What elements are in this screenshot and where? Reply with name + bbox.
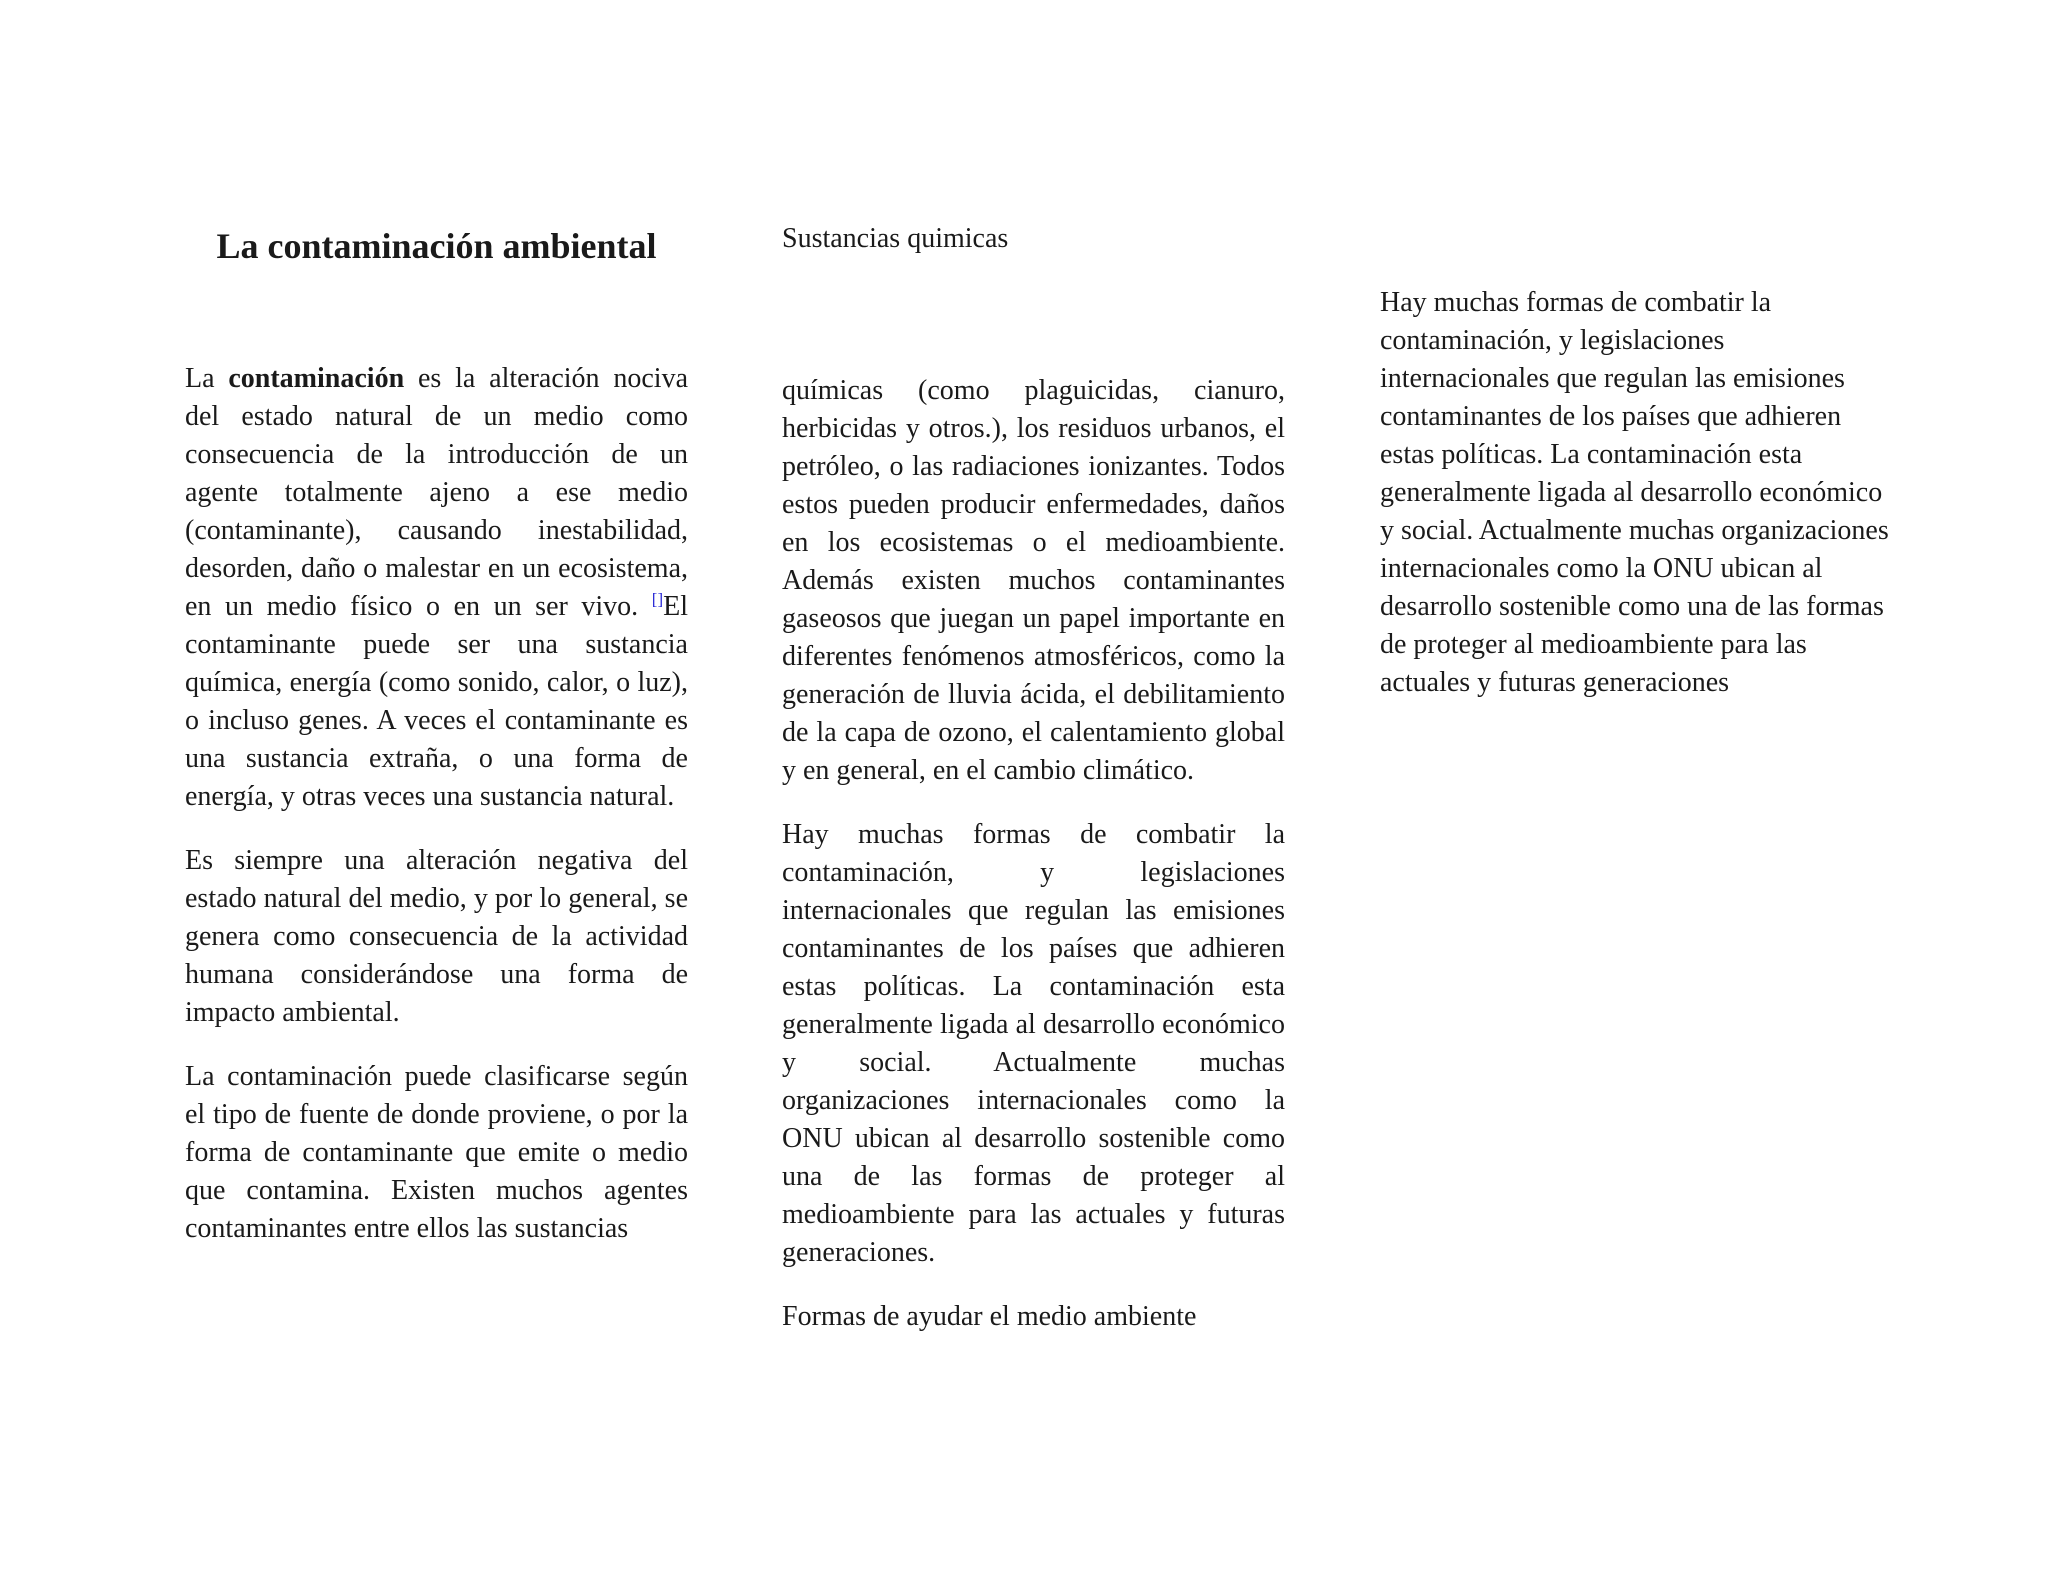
column-1	[185, 224, 688, 1274]
column-2	[782, 220, 1285, 1362]
paragraph-classification: La contaminación puede clasificarse según el tipo de fuente de donde proviene, o por la forma de contaminante que emite o medio que contamina. Existen muchos agentes contaminantes entre ellos las sustancias	[185, 1061, 688, 1244]
section-heading-substances: Sustancias quimicas	[782, 223, 1009, 254]
paragraph-alteration: Es siempre una alteración negativa del estado natural del medio, y por lo general, se genera como consecuencia de la actividad humana considerándose una forma de impacto ambiental.	[185, 845, 688, 1028]
p1-end-text: El contaminante puede ser una sustancia química, energía (como sonido, calor, o luz), o incluso genes. A veces el contaminante es una sustancia extraña, o una forma de energía, y otras veces una sustancia natural.	[185, 591, 688, 812]
paragraph-definition	[185, 360, 688, 816]
title-spacer	[185, 268, 688, 360]
bold-term: contaminación	[228, 363, 405, 394]
footnote-link[interactable]: []	[651, 589, 664, 609]
paragraph-ways-to-help: Formas de ayudar el medio ambiente	[782, 1301, 1197, 1332]
heading-spacer	[782, 258, 1285, 372]
paragraph-combat-repeat: Hay muchas formas de combatir la contaminación, y legislaciones internacionales que regulan las emisiones contaminantes de los países que adhieren estas políticas. La contaminación esta generalmente ligada al desarrollo económico y social. Actualmente muchas organizaciones internacionales como la ONU ubican al desarrollo sostenible como una de las formas de proteger al medioambiente para las actuales y futuras generaciones	[1380, 287, 1889, 698]
document-title: La contaminación ambiental	[216, 226, 657, 266]
paragraph-chemicals: químicas (como plaguicidas, cianuro, herbicidas y otros.), los residuos urbanos, el petróleo, o las radiaciones ionizantes. Todos estos pueden producir enfermedades, daños en los ecosistemas o el medioambiente. Además existen muchos contaminantes gaseosos que juegan un papel importante en diferentes fenómenos atmosféricos, como la generación de lluvia ácida, el debilitamiento de la capa de ozono, el calentamiento global y en general, en el cambio climático.	[782, 375, 1285, 786]
paragraph-combat: Hay muchas formas de combatir la contaminación, y legislaciones internacionales que regulan las emisiones contaminantes de los países que adhieren estas políticas. La contaminación esta generalmente ligada al desarrollo económico y social. Actualmente muchas organizaciones internacionales como la ONU ubican al desarrollo sostenible como una de las formas de proteger al medioambiente para las actuales y futuras generaciones.	[782, 819, 1285, 1268]
column-3	[1380, 284, 1890, 728]
p1-start-text: La	[185, 363, 229, 394]
p1-mid-text: es la alteración nociva del estado natural de un medio como consecuencia de la introducción de un agente totalmente ajeno a ese medio (contaminante), causando inestabilidad, desorden, daño o malestar en un ecosistema, en un medio físico o en un ser vivo.	[185, 363, 688, 622]
